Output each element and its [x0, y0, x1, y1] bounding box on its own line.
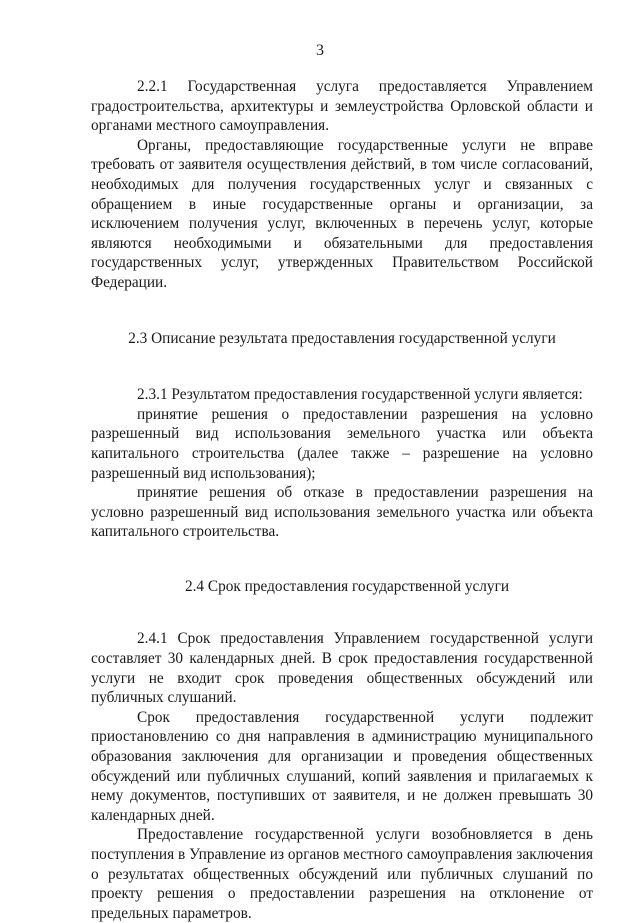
- paragraph-suspension: Срок предоставления государственной услуги подлежит приостановлению со дня направления в администрацию муниципального образования заключения для организации и проведения общественных обсуждений или публичных слушаний, копий заявления и прилагаемых к нему документов, поступивших от заявителя, и не должен превышать 30 календарных дней.: [91, 708, 593, 824]
- paragraph-2-4-1: 2.4.1 Срок предоставления Управлением государственной услуги составляет 30 календарных дней. В срок предоставления государственной услуги не входит срок проведения общественных обсуждений или публичных слушаний.: [91, 630, 593, 707]
- paragraph-2-3-1: 2.3.1 Результатом предоставления государственной услуги является:: [137, 386, 583, 404]
- paragraph-result-approval: принятие решения о предоставлении разрешения на условно разрешенный вид использования земельного участка или объекта капитального строительства (далее также – разрешение на условно разрешенный вид использования);: [91, 405, 593, 482]
- paragraph-organs-restriction: Органы, предоставляющие государственные услуги не вправе требовать от заявителя осуществления действий, в том числе согласований, необходимых для получения государственных услуг и связанных с обращением в иные государственные органы и организации, за исключением получения услуг, включенных в перечень услуг, которые являются необходимыми и обязательными для предоставления государственных услуг, утвержденных Правительством Российской Федерации.: [91, 136, 593, 291]
- paragraph-resumption: Предоставление государственной услуги возобновляется в день поступления в Управление из органов местного самоуправления заключения о результатах общественных обсуждений или публичных слушаний по проекту решения о предоставлении разрешения на отклонение от предельных параметров.: [91, 826, 593, 922]
- section-heading-2-4: 2.4 Срок предоставления государственной услуги: [184, 577, 510, 595]
- page-number: 3: [316, 42, 324, 59]
- document-body: [91, 77, 593, 923]
- paragraph-2-2-1: 2.2.1 Государственная услуга предоставляется Управлением градостроительства, архитектуры и землеустройства Орловской области и органами местного самоуправления.: [91, 78, 593, 135]
- section-heading-2-3: 2.3 Описание результата предоставления государственной услуги: [128, 329, 556, 347]
- paragraph-result-refusal: принятие решения об отказе в предоставлении разрешения на условно разрешенный вид использования земельного участка или объекта капитального строительства.: [91, 484, 593, 541]
